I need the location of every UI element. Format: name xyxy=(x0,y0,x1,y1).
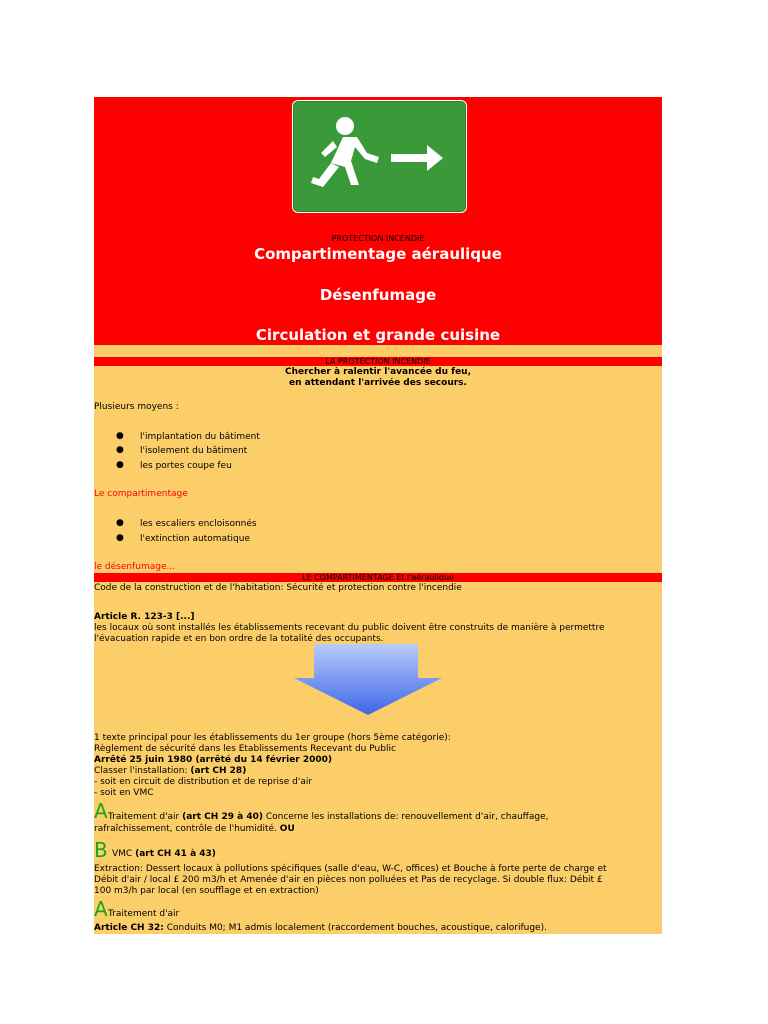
section-bar-compartimentage: LE COMPARTIMENTAGE Et l'aéraulique xyxy=(94,573,662,582)
lead-line-1: Chercher à ralentir l'avancée du feu, xyxy=(284,367,471,377)
extraction-line-2: Débit d'air / local £ 200 m3/h et Amenée d'air en pièces non polluées et Pas de recyclage. Si double flux: Débit £ xyxy=(94,875,603,885)
section-bar-protection: LA PROTECTION INCENDIE xyxy=(94,357,662,366)
classer-line xyxy=(94,766,246,777)
paragraph-reglement: Règlement de sécurité dans les Etablissements Recevant du Public xyxy=(94,744,396,754)
list-item: l'extinction automatique xyxy=(140,534,250,544)
article-text-2: l'évacuation rapide et en bon ordre de la totalité des occupants. xyxy=(94,634,384,644)
extraction-line-3: 100 m3/h par local (en soufflage et en extraction) xyxy=(94,886,319,896)
running-man-icon xyxy=(293,101,466,212)
article-ch32-label: Article CH 32: xyxy=(94,923,164,933)
vmc-text: VMC xyxy=(112,849,136,859)
bullet-icon: ● xyxy=(116,460,124,470)
article-title: Article R. 123-3 [...] xyxy=(94,612,195,622)
letter-a-2: A xyxy=(94,897,108,921)
traitement-ref: (art CH 29 à 40) xyxy=(182,812,263,822)
article-ch32-text: Conduits M0; M1 admis localement (raccordement bouches, acoustique, calorifuge). xyxy=(163,923,547,933)
classer-text: Classer l'installation: xyxy=(94,766,191,776)
page-subtitle-1: Désenfumage xyxy=(319,286,437,304)
bullet-icon: ● xyxy=(116,518,124,528)
traitement-line xyxy=(108,812,549,823)
option-vmc: - soit en VMC xyxy=(94,788,154,798)
letter-b: B xyxy=(94,838,108,862)
vmc-line xyxy=(112,849,216,860)
traitement-desc: Concerne les installations de: renouvellement d'air, chauffage, xyxy=(262,812,549,822)
page-subtitle-2: Circulation et grande cuisine xyxy=(255,326,501,344)
document-page xyxy=(94,97,662,934)
ou-label: OU xyxy=(279,824,295,834)
lead-line-2: en attendant l'arrivée des secours. xyxy=(289,378,467,388)
article-text-1: les locaux où sont installés les établissements recevant du public doivent être construits de manière à permettre xyxy=(94,623,605,633)
vmc-ref: (art CH 41 à 43) xyxy=(135,849,216,859)
code-line: Code de la construction et de l'habitation: Sécurité et protection contre l'incendie xyxy=(94,583,462,593)
intro-text: Plusieurs moyens : xyxy=(94,402,179,412)
article-ch32-line xyxy=(94,923,547,934)
bullet-icon: ● xyxy=(116,431,124,441)
letter-a: A xyxy=(94,799,108,823)
paragraph-groupe: 1 texte principal pour les établissements du 1er groupe (hors 5ème catégorie): xyxy=(94,733,451,743)
emergency-exit-sign xyxy=(292,100,467,213)
header-small-title: PROTECTION INCENDIE xyxy=(331,234,425,243)
classer-ref: (art CH 28) xyxy=(190,766,247,776)
desenfumage-label: le désenfumage... xyxy=(94,562,176,572)
page-title: Compartimentage aéraulique xyxy=(254,245,502,263)
traitement-desc-2: rafraîchissement, contrôle de l'humidité. xyxy=(94,824,280,834)
list-item: l'implantation du bâtiment xyxy=(140,432,260,442)
extraction-line-1: Extraction: Dessert locaux à pollutions spécifiques (salle d'eau, W-C, offices) et Bouche à forte perte de charge et xyxy=(94,864,607,874)
traitement-line-2 xyxy=(94,824,295,835)
option-circuit: - soit en circuit de distribution et de reprise d'air xyxy=(94,777,313,787)
list-item: les escaliers encloisonnés xyxy=(140,519,257,529)
header-banner xyxy=(94,97,662,345)
bullet-icon: ● xyxy=(116,445,124,455)
arrete-line: Arrêté 25 juin 1980 (arrêté du 14 février 2000) xyxy=(94,755,333,765)
list-item: l'isolement du bâtiment xyxy=(140,446,248,456)
traitement-text: Traitement d'air xyxy=(108,812,183,822)
traitement-line-3: Traitement d'air xyxy=(108,909,180,919)
down-arrow-icon xyxy=(292,644,444,720)
list-item: les portes coupe feu xyxy=(140,461,232,471)
bullet-icon: ● xyxy=(116,533,124,543)
compartimentage-label: Le compartimentage xyxy=(94,489,188,499)
